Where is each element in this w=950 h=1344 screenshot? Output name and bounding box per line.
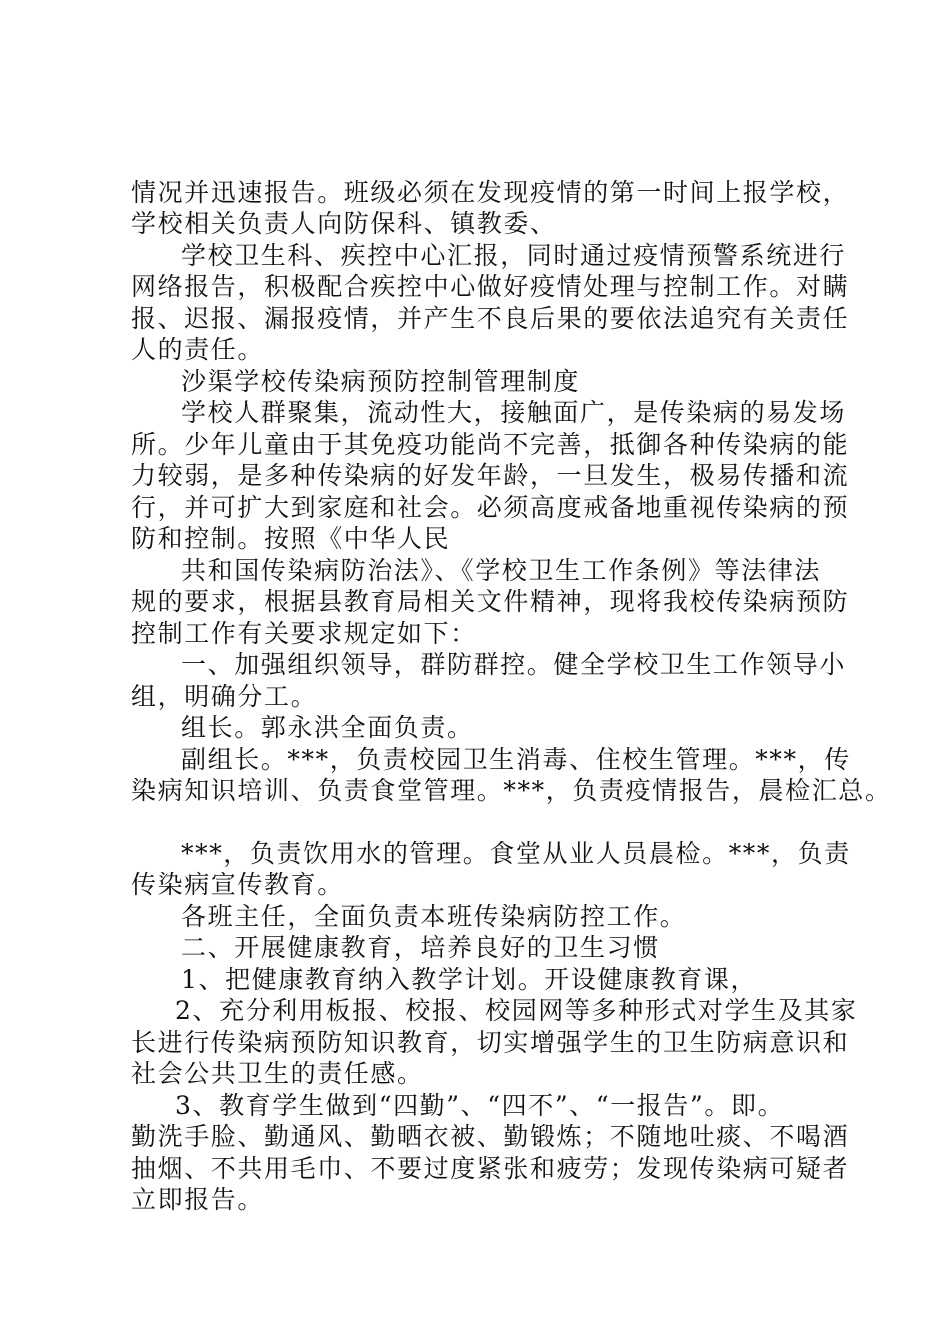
text-line: 社会公共卫生的责任感。 [131,1059,424,1088]
text-line: 行，并可扩大到家庭和社会。必须高度戒备地重视传染病的预 [131,493,850,522]
text-line: 1、把健康教育纳入教学计划。开设健康教育课， [181,965,758,994]
text-line: 长进行传染病预防知识教育，切实增强学生的卫生防病意识和 [131,1028,850,1057]
text-line: 网络报告，积极配合疾控中心做好疫情处理与控制工作。对瞒 [131,272,850,301]
text-line: 2、充分利用板报、校报、校园网等多种形式对学生及其家 [175,996,858,1025]
text-line: 所。少年儿童由于其免疫功能尚不完善，抵御各种传染病的能 [131,430,850,459]
text-line: 组，明确分工。 [131,682,318,711]
text-line: 学校人群聚集，流动性大，接触面广，是传染病的易发场 [181,398,847,427]
text-line: 共和国传染病防治法》、《学校卫生工作条例》等法律法 [181,556,822,585]
text-line: 立即报告。 [131,1185,265,1214]
section-heading: 二、开展健康教育，培养良好的卫生习惯 [181,933,660,962]
text-line: 抽烟、不共用毛巾、不要过度紧张和疲劳；发现传染病可疑者 [131,1154,850,1183]
text-line: 报、迟报、漏报疫情，并产生不良后果的要依法追究有关责任 [131,304,850,333]
text-line: 3、教育学生做到“四勤”、“四不”、“一报告”。即。 [175,1091,785,1120]
text-line: 一、加强组织领导，群防群控。健全学校卫生工作领导小 [181,650,847,679]
text-line: 学校卫生科、疾控中心汇报，同时通过疫情预警系统进行 [181,241,847,270]
text-line: 勤洗手脸、勤通风、勤晒衣被、勤锻炼；不随地吐痰、不喝酒 [131,1122,850,1151]
text-line: 防和控制。按照《中华人民 [131,524,451,553]
text-line: 规的要求，根据县教育局相关文件精神，现将我校传染病预防 [131,587,850,616]
section-title: 沙渠学校传染病预防控制管理制度 [181,367,581,396]
text-line: 力较弱，是多种传染病的好发年龄，一旦发生，极易传播和流 [131,461,850,490]
text-line: 各班主任，全面负责本班传染病防控工作。 [181,902,687,931]
text-line: 传染病宣传教育。 [131,870,344,899]
text-line: 副组长。***，负责校园卫生消毒、住校生管理。***，传 [181,745,851,774]
text-line: 组长。郭永洪全面负责。 [181,713,474,742]
text-line: 人的责任。 [131,335,265,364]
text-line: 染病知识培训、负责食堂管理。***，负责疫情报告，晨检汇总。 [131,776,892,805]
text-line: 学校相关负责人向防保科、镇教委、 [131,209,557,238]
text-line: 控制工作有关要求规定如下： [131,619,477,648]
text-line: ***，负责饮用水的管理。食堂从业人员晨检。***，负责 [181,839,851,868]
text-line: 情况并迅速报告。班级必须在发现疫情的第一时间上报学校， [131,178,850,207]
